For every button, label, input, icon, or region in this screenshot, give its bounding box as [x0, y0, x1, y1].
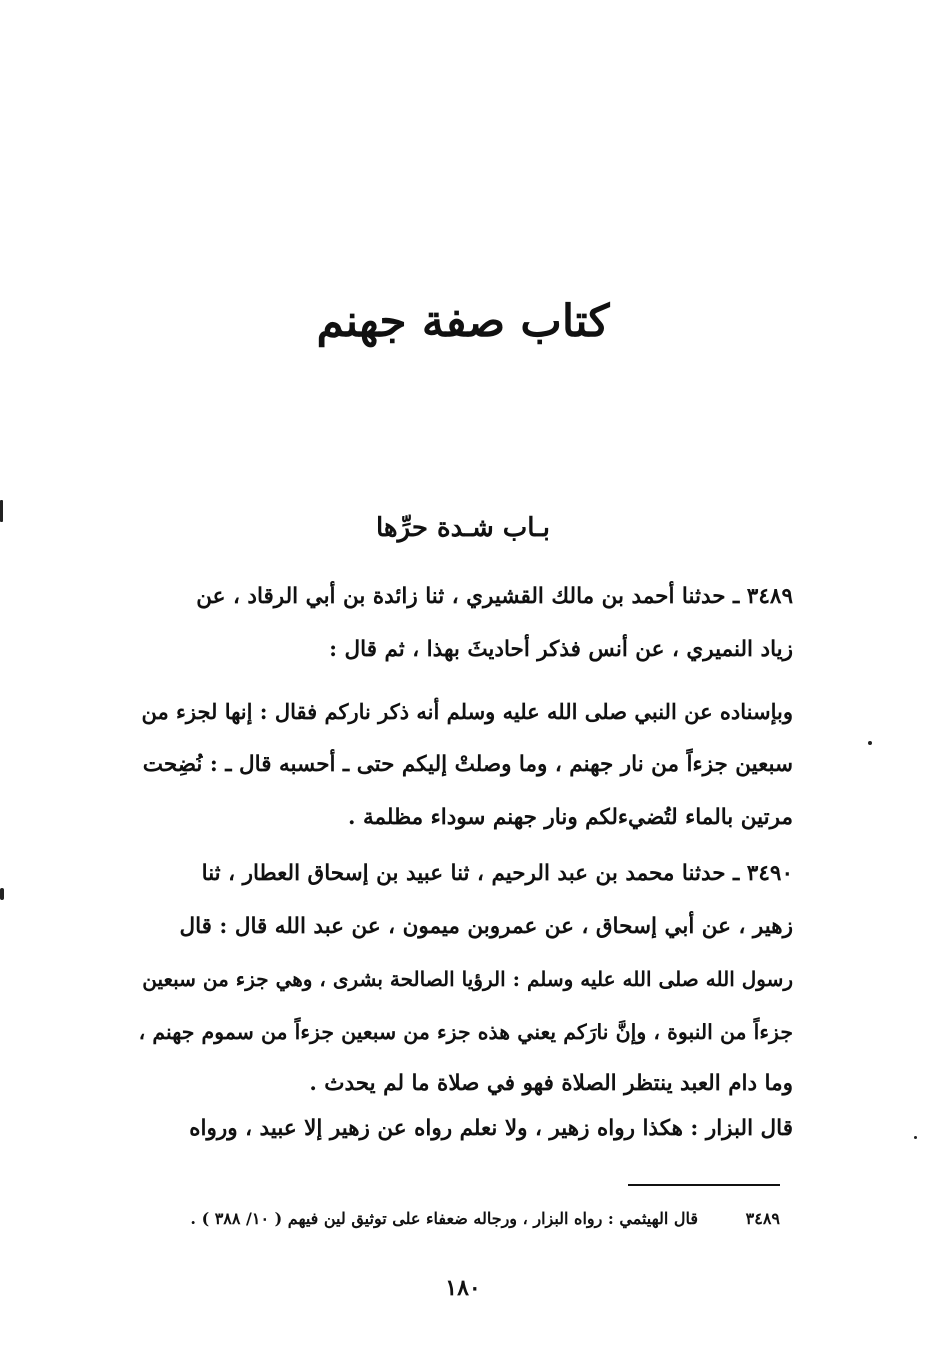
text-line: قال البزار : هكذا رواه زهير ، ولا نعلم رواه عن زهير إلا عبيد ، ورواه: [189, 1116, 793, 1141]
text-line: رسول الله صلى الله عليه وسلم : الرؤيا الصالحة بشرى ، وهي جزء من سبعين: [142, 967, 793, 991]
text-line: وبإسناده عن النبي صلى الله عليه وسلم أنه ذكر ناركم فقال : إنها لجزء من: [141, 699, 793, 724]
scan-artifact: [868, 741, 872, 745]
text-line: ٣٤٨٩ ـ حدثنا أحمد بن مالك القشيري ، ثنا زائدة بن أبي الرقاد ، عن: [196, 584, 793, 609]
scan-artifact: [914, 1136, 917, 1139]
book-title: كتاب صفة جهنم: [316, 296, 610, 347]
text-line: سبعين جزءاً من نار جهنم ، وما وصلتْ إليكم حتى ـ أحسبه قال ـ : نُضِحت: [142, 752, 793, 777]
chapter-title: بـاب شـدة حرِّها: [375, 513, 551, 543]
scan-artifact: [0, 888, 4, 900]
footnote-text: قال الهيثمي : رواه البزار ، ورجاله ضعفاء على توثيق لين فيهم ( ١٠/ ٣٨٨ ) .: [190, 1209, 699, 1228]
text-line: مرتين بالماء لتُضيءلكم ونار جهنم سوداء مظلمة .: [347, 805, 793, 830]
hadith-paragraph-3489: [138, 570, 793, 676]
footnote: [150, 1205, 780, 1233]
text-line: زهير ، عن أبي إسحاق ، عن عمروبن ميمون ، عن عبد الله قال : قال: [179, 913, 793, 939]
footnote-number: ٣٤٨٩: [745, 1209, 780, 1228]
commentary-paragraph: [138, 1102, 793, 1155]
text-line: وما دام العبد ينتظر الصلاة فهو في صلاة ما لم يحدث .: [309, 1071, 793, 1096]
text-line: ٣٤٩٠ ـ حدثنا محمد بن عبد الرحيم ، ثنا عبيد بن إسحاق العطار ، ثنا: [201, 861, 793, 886]
scan-artifact: [0, 500, 3, 522]
text-line: جزءاً من النبوة ، وإنَّ نارَكم يعني هذه جزء من سبعين جزءاً من سموم جهنم ،: [138, 1019, 793, 1044]
text-line: زياد النميري ، عن أنس فذكر أحاديثَ بهذا ، ثم قال :: [329, 637, 793, 662]
footnote-divider: [628, 1184, 780, 1186]
hadith-paragraph-3490: [138, 848, 793, 1111]
hadith-paragraph-continuation: [138, 685, 793, 844]
page-number: ١٨٠: [445, 1275, 481, 1301]
